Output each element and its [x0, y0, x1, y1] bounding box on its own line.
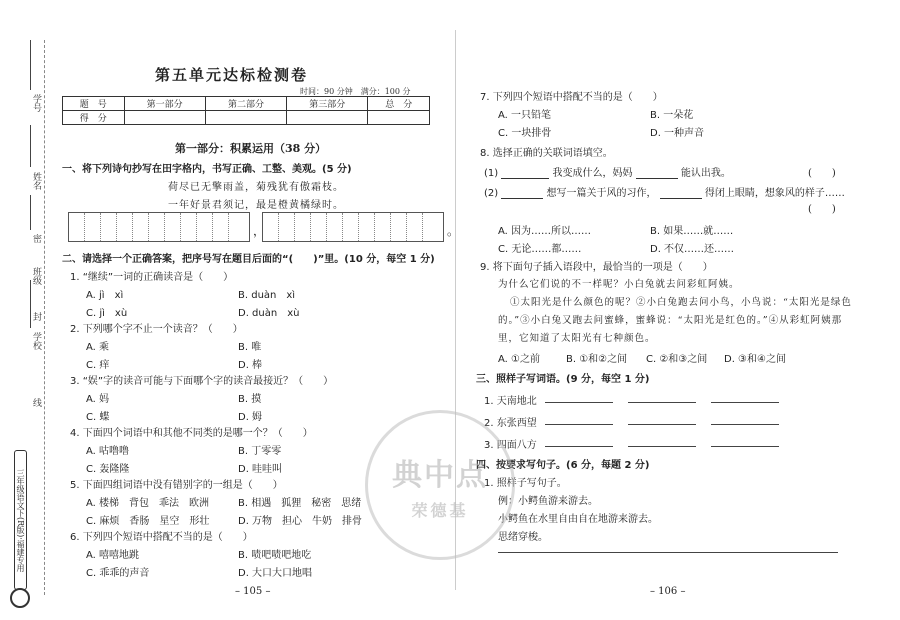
cut-line — [44, 40, 45, 595]
grid-cell[interactable] — [391, 213, 407, 241]
grid-cell[interactable] — [181, 213, 197, 241]
q9-option-d[interactable]: D. ③和④之间 — [724, 354, 786, 365]
item-5-option-c[interactable]: C. 麻烦 香肠 星空 形壮 — [86, 516, 210, 527]
question-2-item-1: 1. “继续”一词的正确读音是（ ） — [70, 272, 234, 283]
score-header-cell: 题 号 — [63, 97, 125, 111]
score-row-label: 得 分 — [63, 111, 125, 125]
class-blank[interactable] — [30, 195, 31, 230]
score-cell[interactable] — [287, 111, 368, 125]
question-2-item-4: 4. 下面四个词语中和其他不同类的是哪一个？（ ） — [70, 428, 313, 439]
exam-title: 第五单元达标检测卷 — [155, 66, 309, 84]
name-label: 姓名 — [31, 172, 41, 190]
q3-1-blank-1[interactable] — [545, 402, 613, 403]
q3-1-blank-2[interactable] — [628, 402, 696, 403]
question-7: 7. 下列四个短语中搭配不当的是（ ） — [480, 92, 663, 103]
q8-option-d[interactable]: D. 不仅……还…… — [650, 244, 735, 255]
q3-2-blank-1[interactable] — [545, 424, 613, 425]
section-3-heading: 三、照样子写词语。(9 分，每空 1 分) — [476, 374, 650, 385]
q3-3-blank-3[interactable] — [711, 446, 779, 447]
class-label: 班级 — [31, 267, 41, 285]
q3-2-blank-3[interactable] — [711, 424, 779, 425]
item-6-option-d[interactable]: D. 大口大口地唱 — [238, 568, 313, 579]
item-4-option-c[interactable]: C. 轰隆隆 — [86, 464, 130, 475]
score-table-row — [63, 111, 430, 125]
grid-cell[interactable] — [133, 213, 149, 241]
q8-option-a[interactable]: A. 因为……所以…… — [498, 226, 592, 237]
score-cell[interactable] — [205, 111, 286, 125]
q8-1-answer-paren[interactable]: ( ) — [808, 168, 836, 179]
score-header-cell: 第三部分 — [287, 97, 368, 111]
q9-option-b[interactable]: B. ①和②之间 — [566, 354, 628, 365]
q8-line-2 — [484, 184, 845, 199]
item-6-option-b[interactable]: B. 啧吧啧吧地吃 — [238, 550, 312, 561]
page-number-right: – 106 – — [650, 586, 686, 597]
q8-2-text: 想写一篇关于风的习作， — [546, 188, 657, 199]
q3-2-blank-2[interactable] — [628, 424, 696, 425]
writing-grid-1[interactable] — [68, 212, 250, 242]
q3-3-blank-2[interactable] — [628, 446, 696, 447]
item-6-option-c[interactable]: C. 乖乖的声音 — [86, 568, 150, 579]
watermark-sub: 荣德基 — [411, 500, 469, 520]
item-5-option-b[interactable]: B. 相遇 狐狸 秘密 思绪 — [238, 498, 362, 509]
student-number-blank[interactable] — [30, 40, 31, 90]
grid-cell[interactable] — [375, 213, 391, 241]
q3-1-blank-3[interactable] — [711, 402, 779, 403]
item-2-option-c[interactable]: C. 痒 — [86, 360, 110, 371]
question-9: 9. 将下面句子插入语段中，最恰当的一项是（ ） — [480, 262, 713, 273]
watermark-seal — [365, 410, 515, 560]
q4-1-task: 思绪穿梭。 — [498, 532, 548, 543]
q8-option-b[interactable]: B. 如果……就…… — [650, 226, 734, 237]
q7-option-b[interactable]: B. 一朵花 — [650, 110, 694, 121]
question-8: 8. 选择正确的关联词语填空。 — [480, 148, 613, 159]
score-header-cell: 第二部分 — [205, 97, 286, 111]
question-2-item-3: 3. “娱”字的读音可能与下面哪个字的读音最接近？（ ） — [70, 376, 334, 387]
q7-option-d[interactable]: D. 一种声音 — [650, 128, 705, 139]
name-blank[interactable] — [30, 125, 31, 167]
watermark-main: 典中点 — [392, 457, 488, 493]
q9-passage-line-1: ①太阳光是什么颜色的呢？②小白兔跑去问小鸟，小鸟说：“太阳光是绿色 — [510, 297, 852, 308]
grid-period: 。 — [447, 224, 460, 238]
item-2-option-b[interactable]: B. 唯 — [238, 342, 262, 353]
grid-cell[interactable] — [197, 213, 213, 241]
score-header-cell: 总 分 — [368, 97, 430, 111]
grid-cell[interactable] — [149, 213, 165, 241]
item-4-option-b[interactable]: B. 丁零零 — [238, 446, 282, 457]
q9-option-a[interactable]: A. ①之前 — [498, 354, 540, 365]
item-3-option-b[interactable]: B. 摸 — [238, 394, 262, 405]
item-1-option-a[interactable]: A. jì xì — [86, 290, 124, 301]
question-2: 二、请选择一个正确答案，把序号写在题目后面的“( )”里。(10 分，每空 1 分) — [62, 254, 435, 265]
grid-cell[interactable] — [165, 213, 181, 241]
q8-1-end: 能认出我。 — [680, 168, 731, 179]
poem-line-1: 荷尽已无擎雨盖，菊残犹有傲霜枝。 — [168, 182, 344, 193]
score-table — [62, 96, 430, 125]
item-3-option-d[interactable]: D. 姆 — [238, 412, 263, 423]
q4-1-stem: 1. 照样子写句子。 — [484, 478, 567, 489]
grid-cell[interactable] — [423, 213, 439, 241]
grid-cell[interactable] — [311, 213, 327, 241]
q8-2-answer-paren[interactable]: ( ) — [808, 204, 836, 215]
page-number-left: – 105 – — [235, 586, 271, 597]
score-cell[interactable] — [124, 111, 205, 125]
q4-1-example-1: 例：小鳄鱼游来游去。 — [498, 496, 598, 507]
school-label: 学校 — [31, 332, 41, 350]
q8-1-blank-1[interactable] — [501, 169, 549, 179]
q3-item-2: 2. 东张西望 — [484, 418, 537, 429]
item-5-option-a[interactable]: A. 楼梯 背包 乖法 欧洲 — [86, 498, 210, 509]
q7-option-c[interactable]: C. 一块排骨 — [498, 128, 552, 139]
item-4-option-d[interactable]: D. 哇哇叫 — [238, 464, 283, 475]
q8-2-end: 得闭上眼睛，想象风的样子…… — [704, 188, 845, 199]
q9-insert-sentence: 为什么它们说的不一样呢？小白兔就去问彩虹阿姨。 — [498, 279, 740, 290]
question-1: 一、将下列诗句抄写在田字格内，书写正确、工整、美观。(5 分) — [62, 164, 352, 175]
grid-cell[interactable] — [279, 213, 295, 241]
grid-cell[interactable] — [263, 213, 279, 241]
q4-1-answer-line[interactable] — [498, 552, 838, 553]
item-5-option-d[interactable]: D. 万物 担心 牛奶 排骨 — [238, 516, 363, 527]
question-2-item-2: 2. 下列哪个字不止一个读音？（ ） — [70, 324, 243, 335]
student-number-label: 学号 — [31, 94, 41, 112]
q9-passage-line-3: 里，它知道了太阳光有七种颜色。 — [498, 333, 656, 344]
grid-cell[interactable] — [101, 213, 117, 241]
q8-1-number: (1) — [484, 168, 499, 179]
q9-option-c[interactable]: C. ②和③之间 — [646, 354, 708, 365]
q8-option-c[interactable]: C. 无论……都…… — [498, 244, 582, 255]
q3-item-1: 1. 天南地北 — [484, 396, 537, 407]
grid-cell[interactable] — [85, 213, 101, 241]
q8-2-blank-1[interactable] — [501, 189, 543, 199]
item-4-option-a[interactable]: A. 咕噜噜 — [86, 446, 130, 457]
item-1-option-b[interactable]: B. duàn xì — [238, 290, 296, 301]
binding-strip — [0, 0, 58, 620]
grid-cell[interactable] — [229, 213, 245, 241]
question-2-item-6: 6. 下列四个短语中搭配不当的是（ ） — [70, 532, 253, 543]
school-blank[interactable] — [30, 280, 31, 328]
score-header-cell: 第一部分 — [124, 97, 205, 111]
item-1-option-c[interactable]: C. jì xù — [86, 308, 128, 319]
poem-line-2: 一年好景君须记，最是橙黄橘绿时。 — [168, 200, 344, 211]
q9-passage-line-2: 的。”③小白兔又跑去问蜜蜂，蜜蜂说：“太阳光是红色的。”④从彩虹阿姨那 — [498, 315, 843, 326]
item-3-option-a[interactable]: A. 妈 — [86, 394, 110, 405]
item-1-option-d[interactable]: D. duàn xù — [238, 308, 300, 319]
question-2-item-5: 5. 下面四组词语中没有错别字的一组是（ ） — [70, 480, 283, 491]
grid-cell[interactable] — [69, 213, 85, 241]
q8-1-text: 我变成什么，妈妈 — [552, 168, 633, 179]
item-6-option-a[interactable]: A. 嘻嘻地跳 — [86, 550, 140, 561]
q4-1-example-2: 小鳄鱼在水里自由自在地游来游去。 — [498, 514, 658, 525]
grid-cell[interactable] — [327, 213, 343, 241]
item-2-option-d[interactable]: D. 棒 — [238, 360, 263, 371]
grid-cell[interactable] — [295, 213, 311, 241]
section-4-heading: 四、按要求写句子。(6 分，每题 2 分) — [476, 460, 650, 471]
q3-item-3: 3. 四面八方 — [484, 440, 537, 451]
mascot-logo-icon — [10, 588, 30, 608]
q3-3-blank-1[interactable] — [545, 446, 613, 447]
exam-meta: 时间：90 分钟 满分：100 分 — [300, 87, 411, 96]
q8-line-1 — [484, 164, 731, 179]
grid-cell[interactable] — [213, 213, 229, 241]
score-table-header-row — [63, 97, 430, 111]
grid-cell[interactable] — [117, 213, 133, 241]
score-cell[interactable] — [368, 111, 430, 125]
q8-1-blank-2[interactable] — [636, 169, 678, 179]
cut-mark-3: 线 — [31, 398, 41, 407]
section-heading: 第一部分：积累运用（38 分） — [175, 142, 327, 155]
grid-cell[interactable] — [407, 213, 423, 241]
q7-option-a[interactable]: A. 一只铅笔 — [498, 110, 552, 121]
brand-strip: 三年级语文下(R版)·福建专用 — [14, 450, 27, 590]
item-3-option-c[interactable]: C. 蝶 — [86, 412, 110, 423]
cut-mark-1: 密 — [31, 234, 41, 243]
item-2-option-a[interactable]: A. 乘 — [86, 342, 110, 353]
q8-2-blank-2[interactable] — [660, 189, 702, 199]
grid-cell[interactable] — [343, 213, 359, 241]
grid-cell[interactable] — [359, 213, 375, 241]
cut-mark-2: 封 — [31, 312, 41, 321]
q8-2-number: (2) — [484, 188, 499, 199]
grid-comma: ， — [253, 224, 266, 238]
writing-grid-2[interactable] — [262, 212, 444, 242]
